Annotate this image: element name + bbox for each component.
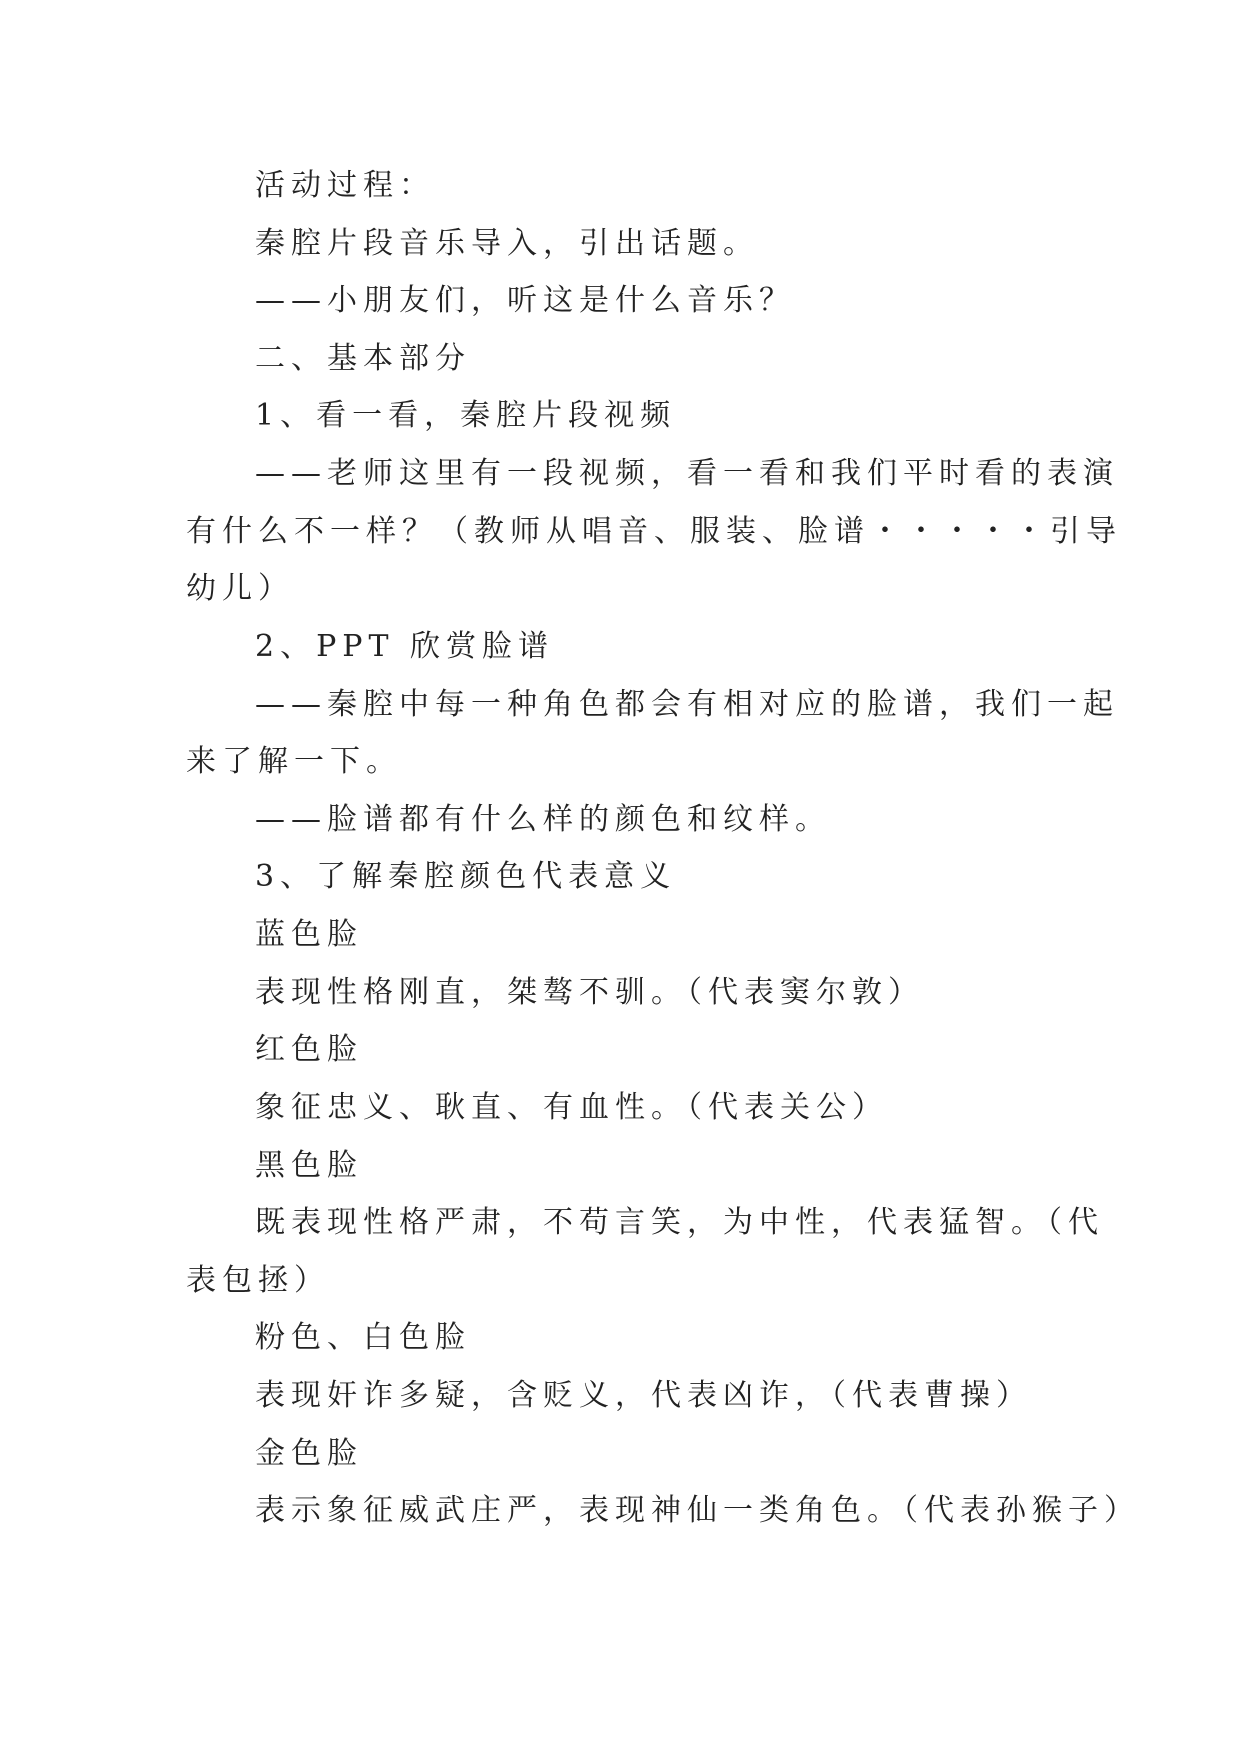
- subsection-heading: 1、看一看，秦腔片段视频: [255, 398, 677, 433]
- activity-process-heading: 活动过程：: [255, 168, 435, 203]
- paragraph-line: ——脸谱都有什么样的颜色和纹样。: [255, 802, 831, 837]
- paragraph-line: 有什么不一样？（教师从唱音、服装、脸谱・・・・・引导: [186, 514, 1122, 549]
- paragraph-line: 秦腔片段音乐导入，引出话题。: [255, 226, 759, 261]
- paragraph-line: ——秦腔中每一种角色都会有相对应的脸谱，我们一起: [255, 687, 1119, 722]
- color-face-label: 红色脸: [255, 1032, 363, 1067]
- paragraph-line: 表现奸诈多疑，含贬义，代表凶诈，（代表曹操）: [255, 1378, 1032, 1413]
- color-face-label: 蓝色脸: [255, 917, 363, 952]
- paragraph-line: ——小朋友们，听这是什么音乐？: [255, 283, 795, 318]
- paragraph-line: 幼儿）: [186, 571, 294, 606]
- paragraph-line: 既表现性格严肃，不苟言笑，为中性，代表猛智。（代: [255, 1205, 1104, 1240]
- paragraph-line: ——老师这里有一段视频，看一看和我们平时看的表演: [255, 456, 1119, 491]
- paragraph-line: 表示象征威武庄严，表现神仙一类角色。（代表孙猴子）: [255, 1493, 1140, 1528]
- section-heading: 二、基本部分: [255, 341, 471, 376]
- paragraph-line: 表现性格刚直，桀骜不驯。（代表窦尔敦）: [255, 975, 924, 1010]
- color-face-label: 黑色脸: [255, 1148, 363, 1183]
- paragraph-line: 表包拯）: [186, 1263, 330, 1298]
- subsection-heading: 3、了解秦腔颜色代表意义: [255, 859, 677, 894]
- color-face-label: 金色脸: [255, 1436, 363, 1471]
- paragraph-line: 来了解一下。: [186, 744, 402, 779]
- subsection-heading: 2、PPT 欣赏脸谱: [255, 629, 555, 664]
- paragraph-line: 象征忠义、耿直、有血性。（代表关公）: [255, 1090, 888, 1125]
- color-face-label: 粉色、白色脸: [255, 1320, 471, 1355]
